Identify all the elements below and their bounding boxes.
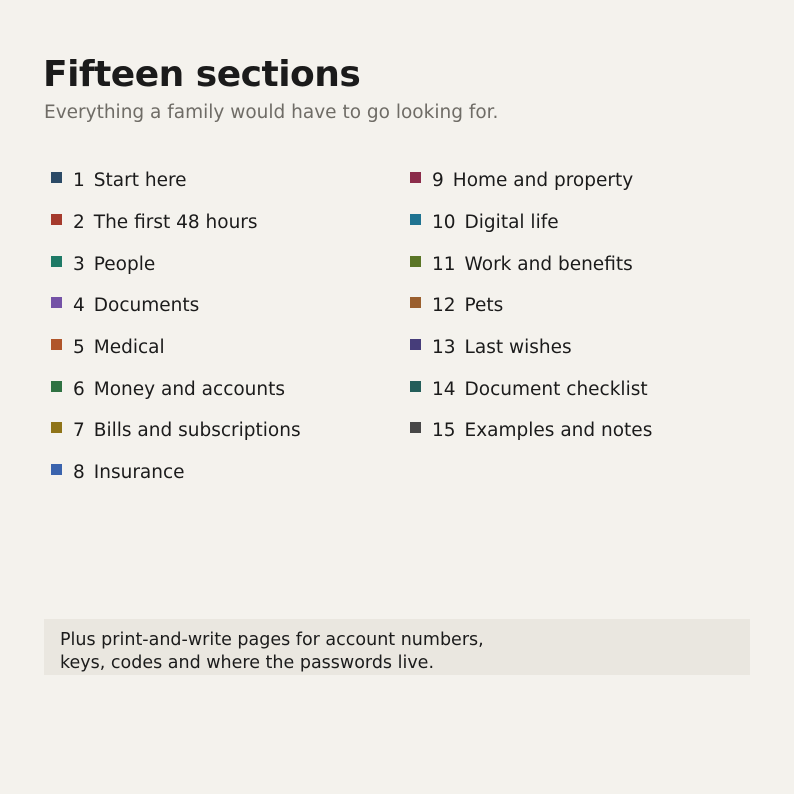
section-item (51, 202, 391, 244)
section-number: 15 (432, 420, 456, 442)
section-color-swatch (51, 256, 62, 267)
section-color-swatch (51, 422, 62, 433)
section-item (410, 327, 750, 369)
section-item (410, 243, 750, 285)
section-color-swatch (51, 464, 62, 475)
page-subtitle: Everything a family would have to go looking for. (44, 102, 499, 123)
section-number: 11 (432, 253, 456, 275)
sections-column-left (51, 160, 391, 494)
section-item (410, 160, 750, 202)
section-label: Start here (93, 170, 187, 192)
section-color-swatch (51, 381, 62, 392)
section-item (410, 410, 750, 452)
section-color-swatch (51, 214, 62, 225)
printable-pages-note (44, 619, 750, 675)
section-color-swatch (51, 339, 62, 350)
section-item (51, 410, 391, 452)
section-color-swatch (51, 172, 62, 183)
section-number: 14 (432, 378, 456, 400)
sections-column-right (410, 160, 750, 452)
section-color-swatch (51, 297, 62, 308)
section-number: 6 (73, 378, 85, 400)
section-color-swatch (410, 422, 421, 433)
section-label: Pets (464, 295, 504, 317)
section-label: Examples and notes (464, 420, 653, 442)
section-label: The first 48 hours (93, 212, 258, 234)
section-item (410, 368, 750, 410)
section-label: Work and benefits (464, 253, 633, 275)
page-title: Fifteen sections (43, 54, 361, 95)
section-number: 9 (432, 170, 444, 192)
section-label: Last wishes (464, 337, 572, 359)
section-number: 3 (73, 253, 85, 275)
section-number: 8 (73, 462, 85, 484)
section-color-swatch (410, 172, 421, 183)
section-label: Medical (93, 337, 165, 359)
note-line-2: keys, codes and where the passwords live. (60, 653, 435, 673)
section-item (410, 202, 750, 244)
section-label: Insurance (93, 462, 185, 484)
section-label: Money and accounts (93, 378, 286, 400)
section-item (51, 160, 391, 202)
section-item (51, 327, 391, 369)
section-label: Digital life (464, 212, 559, 234)
section-color-swatch (410, 256, 421, 267)
section-label: Documents (93, 295, 200, 317)
section-color-swatch (410, 214, 421, 225)
section-label: People (93, 253, 156, 275)
section-label: Document checklist (464, 378, 648, 400)
section-color-swatch (410, 339, 421, 350)
section-number: 10 (432, 212, 456, 234)
section-number: 13 (432, 337, 456, 359)
section-color-swatch (410, 297, 421, 308)
section-label: Home and property (452, 170, 634, 192)
section-item (51, 368, 391, 410)
section-number: 1 (73, 170, 85, 192)
section-number: 12 (432, 295, 456, 317)
section-color-swatch (410, 381, 421, 392)
note-line-1: Plus print-and-write pages for account numbers, (60, 630, 484, 650)
section-label: Bills and subscriptions (93, 420, 301, 442)
section-item (51, 452, 391, 494)
section-number: 2 (73, 212, 85, 234)
section-item (51, 243, 391, 285)
section-number: 7 (73, 420, 85, 442)
section-item (410, 285, 750, 327)
section-number: 5 (73, 337, 85, 359)
section-number: 4 (73, 295, 85, 317)
section-item (51, 285, 391, 327)
